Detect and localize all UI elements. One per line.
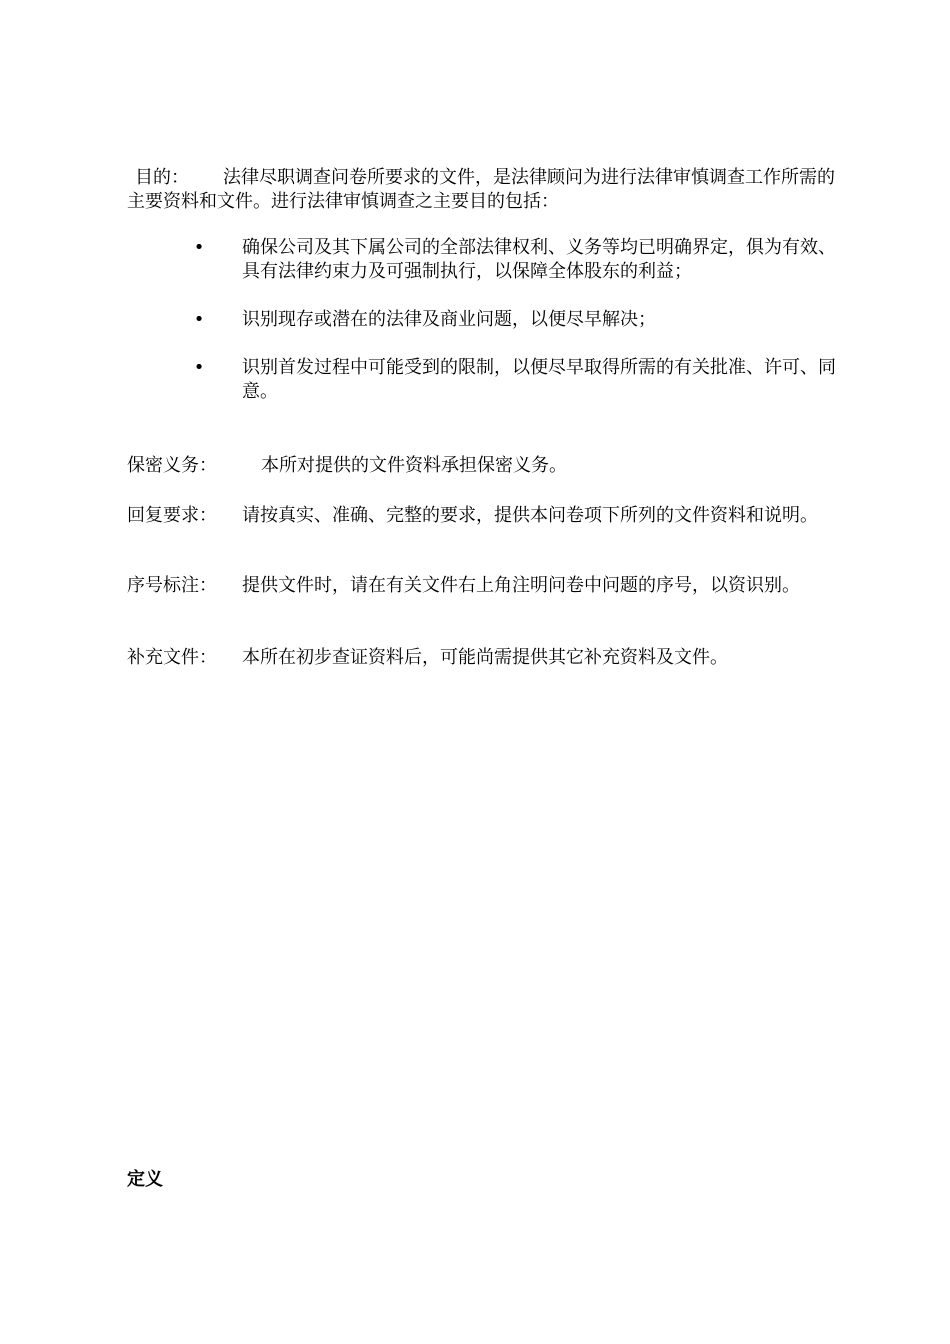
purpose-text: 法律尽职调查问卷所要求的文件，是法律顾问为进行法律审慎调查工作所需的主要资料和文件。进行法律审慎调查之主要目的包括： bbox=[127, 167, 835, 212]
reply-label: 回复要求： bbox=[127, 505, 217, 526]
reply-paragraph bbox=[127, 504, 837, 528]
list-item bbox=[0, 356, 950, 404]
purpose-paragraph bbox=[127, 166, 837, 214]
purpose-bullet-list bbox=[0, 236, 950, 428]
purpose-label: 目的： bbox=[135, 167, 189, 188]
bullet-text: 识别首发过程中可能受到的限制，以便尽早取得所需的有关批准、许可、同意。 bbox=[242, 357, 836, 402]
bullet-icon: • bbox=[193, 357, 205, 378]
bullet-icon: • bbox=[193, 309, 205, 330]
numbering-paragraph bbox=[127, 574, 837, 598]
bullet-icon: • bbox=[193, 237, 205, 258]
bullet-text: 识别现存或潜在的法律及商业问题，以便尽早解决； bbox=[242, 309, 656, 330]
confidentiality-text: 本所对提供的文件资料承担保密义务。 bbox=[261, 455, 567, 476]
supplement-paragraph bbox=[127, 646, 837, 670]
confidentiality-label: 保密义务： bbox=[127, 455, 217, 476]
bullet-text: 确保公司及其下属公司的全部法律权利、义务等均已明确界定，俱为有效、具有法律约束力及可强制执行，以保障全体股东的利益； bbox=[242, 237, 836, 282]
numbering-label: 序号标注： bbox=[127, 575, 217, 596]
confidentiality-paragraph bbox=[127, 454, 837, 478]
definition-heading: 定义 bbox=[127, 1169, 163, 1190]
numbering-text: 提供文件时，请在有关文件右上角注明问卷中问题的序号，以资识别。 bbox=[242, 575, 800, 596]
reply-text: 请按真实、准确、完整的要求，提供本问卷项下所列的文件资料和说明。 bbox=[242, 505, 818, 526]
list-item bbox=[0, 236, 950, 284]
supplement-text: 本所在初步查证资料后，可能尚需提供其它补充资料及文件。 bbox=[242, 647, 728, 668]
supplement-label: 补充文件： bbox=[127, 647, 217, 668]
list-item bbox=[0, 308, 950, 332]
